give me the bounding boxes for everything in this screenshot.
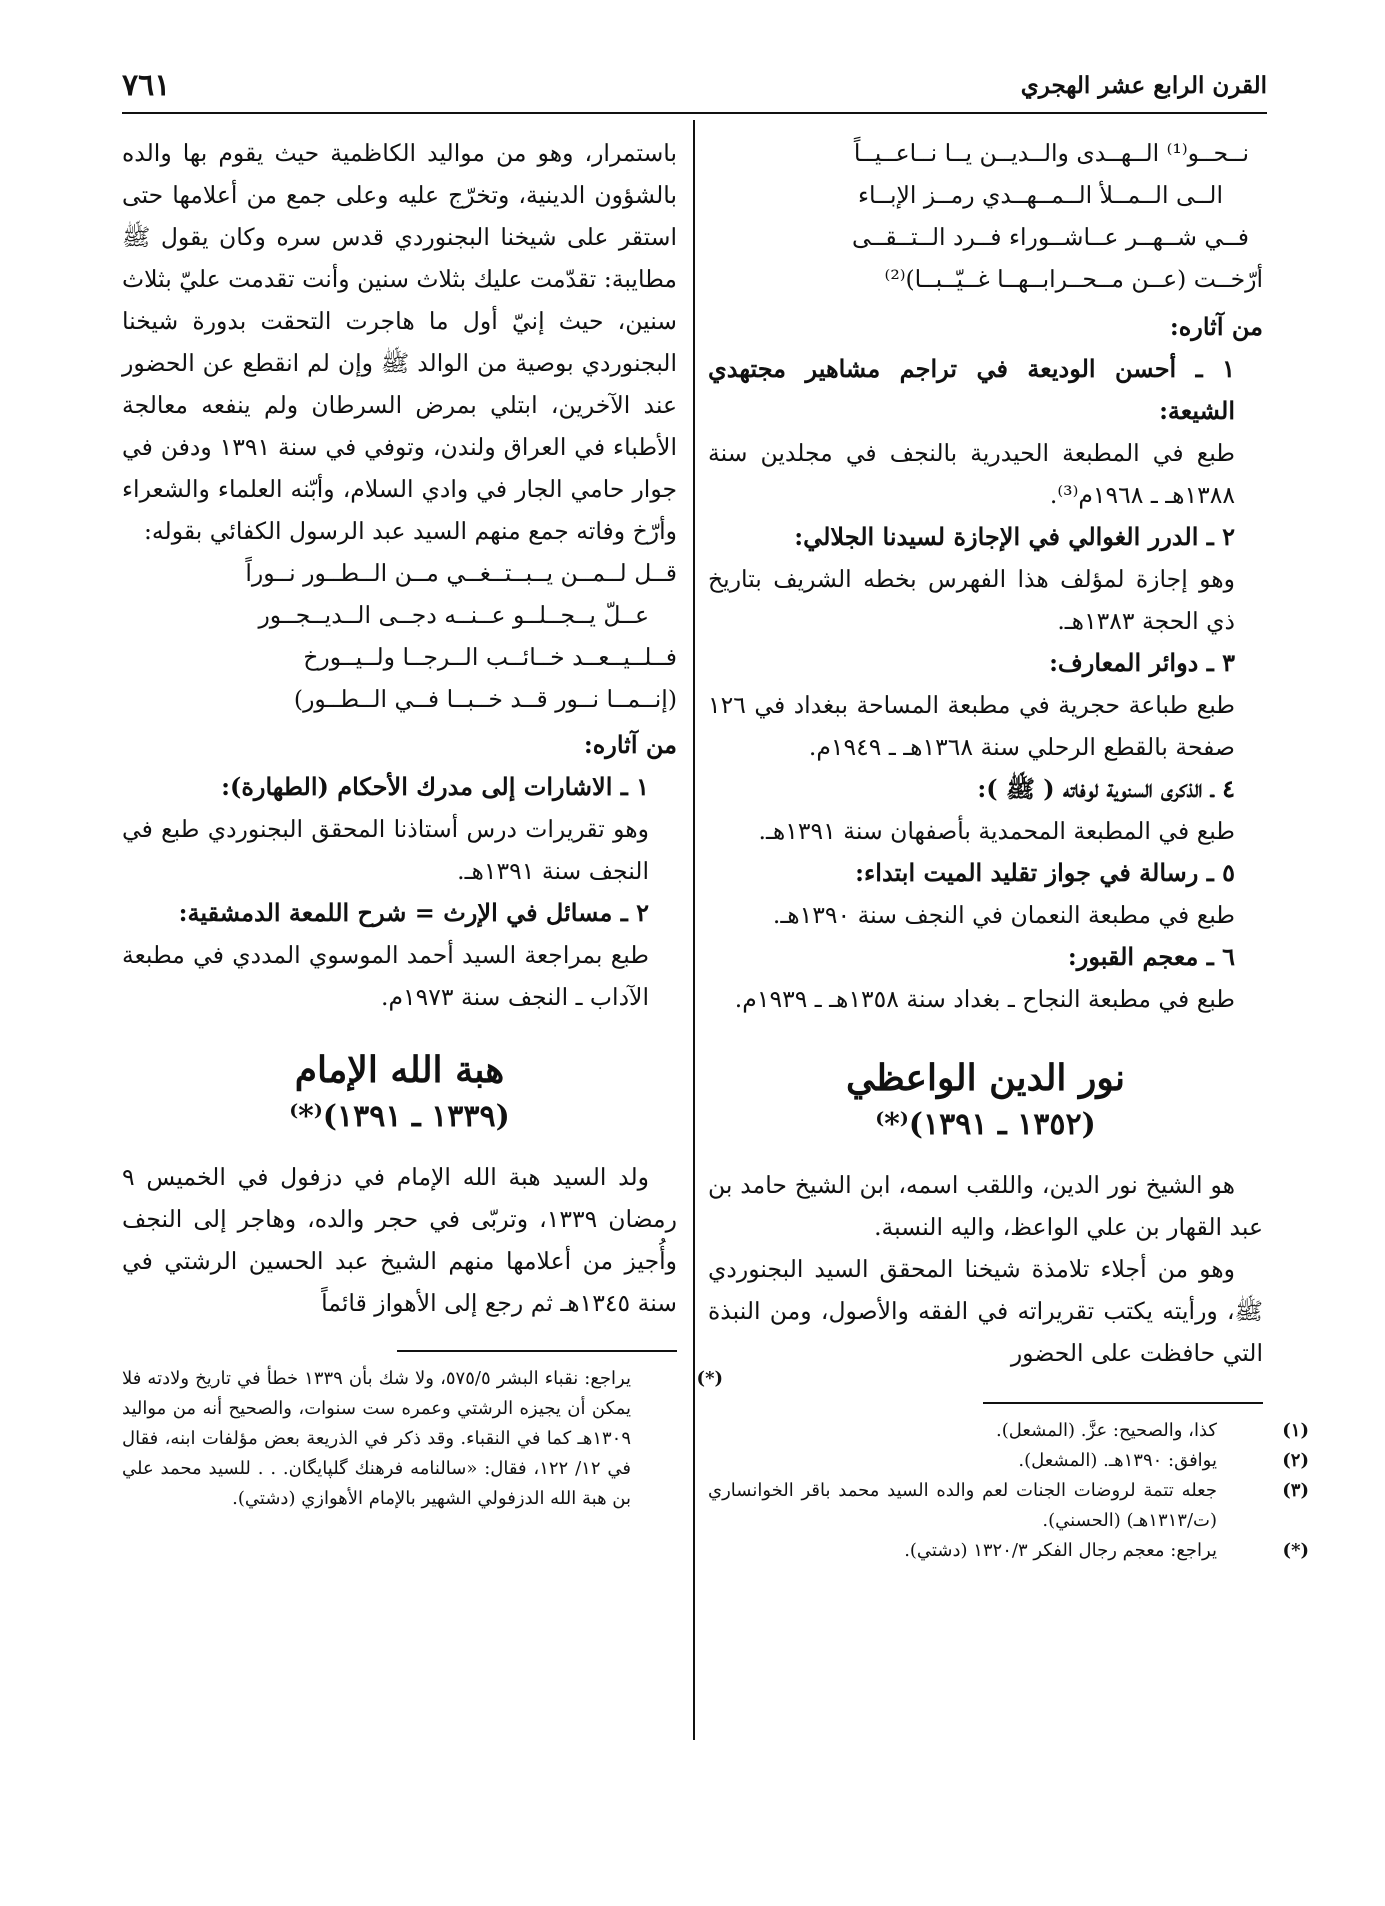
entry-dates: (١٣٣٩ ـ ١٣٩١)⁽*⁾ bbox=[289, 1099, 510, 1134]
running-title: القرن الرابع عشر الهجري bbox=[1020, 72, 1267, 99]
work-title: ١ ـ الاشارات إلى مدرك الأحكام (الطهارة): bbox=[221, 772, 649, 801]
footnote-text: كذا، والصحيح: عزَّ. (المشعل). bbox=[996, 1420, 1217, 1441]
poem-verse: قــل لــمــن يــبــتــغــي مــن الــطــور نــوراً bbox=[245, 559, 677, 587]
footnote-text: يوافق: ١٣٩٠هـ. (المشعل). bbox=[1018, 1450, 1217, 1471]
right-column bbox=[708, 132, 1309, 1566]
footnote-text: جعله تتمة لروضات الجنات لعم والده السيد محمد باقر الخوانساري (ت/١٣١٣هـ) (الحسني). bbox=[708, 1480, 1217, 1531]
works-heading: من آثاره: bbox=[583, 730, 677, 759]
biography-paragraph: وهو من أجلاء تلامذة شيخنا المحقق السيد البجنوردي ﷺ، ورأيته يكتب تقريراته في الفقه والأصول، ومن النبذة التي حافظت على الحضور bbox=[708, 1255, 1263, 1367]
footnote bbox=[708, 1446, 1309, 1476]
work-description: وهو إجازة لمؤلف هذا الفهرس بخطه الشريف بتاريخ ذي الحجة ١٣٨٣هـ. bbox=[708, 565, 1235, 635]
elegy-poem bbox=[122, 552, 677, 720]
work-title: ٢ ـ مسائل في الإرث = شرح اللمعة الدمشقية: bbox=[178, 898, 649, 927]
footnote-rule bbox=[983, 1402, 1263, 1404]
footnote-mark: (*) bbox=[696, 1368, 723, 1389]
work-title: ٢ ـ الدرر الغوالي في الإجازة لسيدنا الجلالي: bbox=[794, 522, 1235, 551]
entry-dates: (١٣٥٢ ـ ١٣٩١)⁽*⁾ bbox=[875, 1107, 1096, 1142]
left-column bbox=[122, 132, 723, 1514]
biography-paragraph: ولد السيد هبة الله الإمام في دزفول في الخميس ٩ رمضان ١٣٣٩، وتربّى في حجر والده، وهاجر إلى النجف وأُجيز من أعلامها منهم الشيخ عبد الحسين الرشتي في سنة ١٣٤٥هـ ثم رجع إلى الأهواز قائماً bbox=[122, 1163, 677, 1317]
work-description: طبع في مطبعة النعمان في النجف سنة ١٣٩٠هـ. bbox=[772, 901, 1235, 929]
biography-continuation: باستمرار، وهو من مواليد الكاظمية حيث يقوم بها والده بالشؤون الدينية، وتخرّج عليه وعلى جمع من أعلامها حتى استقر على شيخنا البجنوردي قدس سره وكان يقول ﷺ مطايبة: تقدّمت عليك بثلاث سنين وأنت تقدمت عليّ بثلاث سنين، حيث إنيّ أول ما هاجرت التحقت بدورة شيخنا البجنوردي بوصية من الوالد ﷺ وإن لم انقطع عن الحضور عند الآخرين، ابتلي بمرض السرطان ولم ينفعه معالجة الأطباء في العراق ولندن، وتوفي في سنة ١٣٩١ ودفن في جوار حامي الجار في وادي السلام، وأبّنه العلماء والشعراء وأرّخ وفاته جمع منهم السيد عبد الرسول الكفائي بقوله: bbox=[122, 139, 677, 545]
footnote bbox=[122, 1364, 723, 1514]
footnote-text: يراجع: نقباء البشر ٥٧٥/٥، ولا شك بأن ١٣٣٩ خطأ في تاريخ ولادته فلا يمكن أن يجيزه الرشتي وعمره ست سنوات، والصحيح أنه من مواليد ١٣٠٩هـ كما في النقباء. وقد ذكر في الذريعة بعض مؤلفات ابنه، فقال في ١٢/ ١٢٢، فقال: «سالنامه فرهنك گلپايگان. . . للسيد محمد علي بن هبة الله الدزفولي الشهير بالإمام الأهوازي (دشتي). bbox=[122, 1368, 631, 1509]
work-title: ٦ ـ معجم القبور: bbox=[1067, 942, 1235, 971]
footnote bbox=[708, 1416, 1309, 1446]
poem-verse: (إنــمــا نــور قــد خــبــا فــي الــطــور) bbox=[293, 685, 677, 713]
work-description: طبع بمراجعة السيد أحمد الموسوي المددي في مطبعة الآداب ـ النجف سنة ١٩٧٣م. bbox=[122, 941, 649, 1011]
footnote-mark: (٢) bbox=[1282, 1450, 1309, 1471]
work-title: ١ ـ أحسن الوديعة في تراجم مشاهير مجتهدي الشيعة: bbox=[708, 354, 1235, 425]
poem-verse: أرّخــت (عــن مــحــرابــهــا غــيّــبــا)⁽²⁾ bbox=[884, 265, 1263, 293]
footnote-text: يراجع: معجم رجال الفكر ١٣٢٠/٣ (دشتي). bbox=[904, 1540, 1217, 1561]
work-description: طبع في مطبعة النجاح ـ بغداد سنة ١٣٥٨هـ ـ ١٩٣٩م. bbox=[734, 985, 1235, 1013]
page-number: ٧٦١ bbox=[122, 68, 171, 103]
footnote-mark: (١) bbox=[1282, 1420, 1309, 1441]
work-description: وهو تقريرات درس أستاذنا المحقق البجنوردي طبع في النجف سنة ١٣٩١هـ. bbox=[122, 815, 649, 885]
biography-paragraph: هو الشيخ نور الدين، واللقب اسمه، ابن الشيخ حامد بن عبد القهار بن علي الواعظ، واليه النسبة. bbox=[708, 1171, 1263, 1241]
entry-title: هبة الله الإمام bbox=[294, 1049, 505, 1091]
poem-verse: فــلــيــعــد خــائــب الــرجــا ولــيــورخ bbox=[303, 643, 677, 671]
work-description: طبع طباعة حجرية في مطبعة المساحة ببغداد في ١٢٦ صفحة بالقطع الرحلي سنة ١٣٦٨هـ ـ ١٩٤٩م. bbox=[708, 691, 1235, 761]
work-title: ٣ ـ دوائر المعارف: bbox=[1049, 648, 1235, 677]
poem-verse: الــى الــمــلأ الــمــهــدي رمــز الإبــاء bbox=[857, 181, 1223, 209]
footnote-mark: (٣) bbox=[1282, 1480, 1309, 1501]
poem-verse: فــي شــهــر عــاشــوراء فــرد الــتــقــى bbox=[852, 223, 1249, 251]
column-divider bbox=[693, 120, 695, 1740]
footnote bbox=[708, 1536, 1309, 1566]
poem-verse: عــلّ يــجــلــو عــنــه دجــى الــديــجــور bbox=[258, 601, 649, 629]
page-header bbox=[122, 68, 1267, 114]
footnote-mark: (*) bbox=[1282, 1540, 1309, 1561]
work-title: ٤ ـ الذكرى السنوية لوفاته ( ﷺ ): bbox=[977, 774, 1235, 803]
work-title: ٥ ـ رسالة في جواز تقليد الميت ابتداء: bbox=[855, 858, 1235, 887]
footnote bbox=[708, 1476, 1309, 1536]
work-description: طبع في المطبعة الحيدرية بالنجف في مجلدين سنة ١٣٨٨هـ ـ ١٩٦٨م⁽³⁾. bbox=[708, 439, 1235, 509]
works-heading: من آثاره: bbox=[1169, 312, 1263, 341]
poem-verse: نــحــو⁽¹⁾ الــهــدى والــديــن يــا نــاعــيــاً bbox=[853, 139, 1249, 167]
entry-title: نور الدين الواعظي bbox=[846, 1057, 1125, 1099]
work-description: طبع في المطبعة المحمدية بأصفهان سنة ١٣٩١هـ. bbox=[758, 817, 1235, 845]
footnote-rule bbox=[397, 1350, 677, 1352]
